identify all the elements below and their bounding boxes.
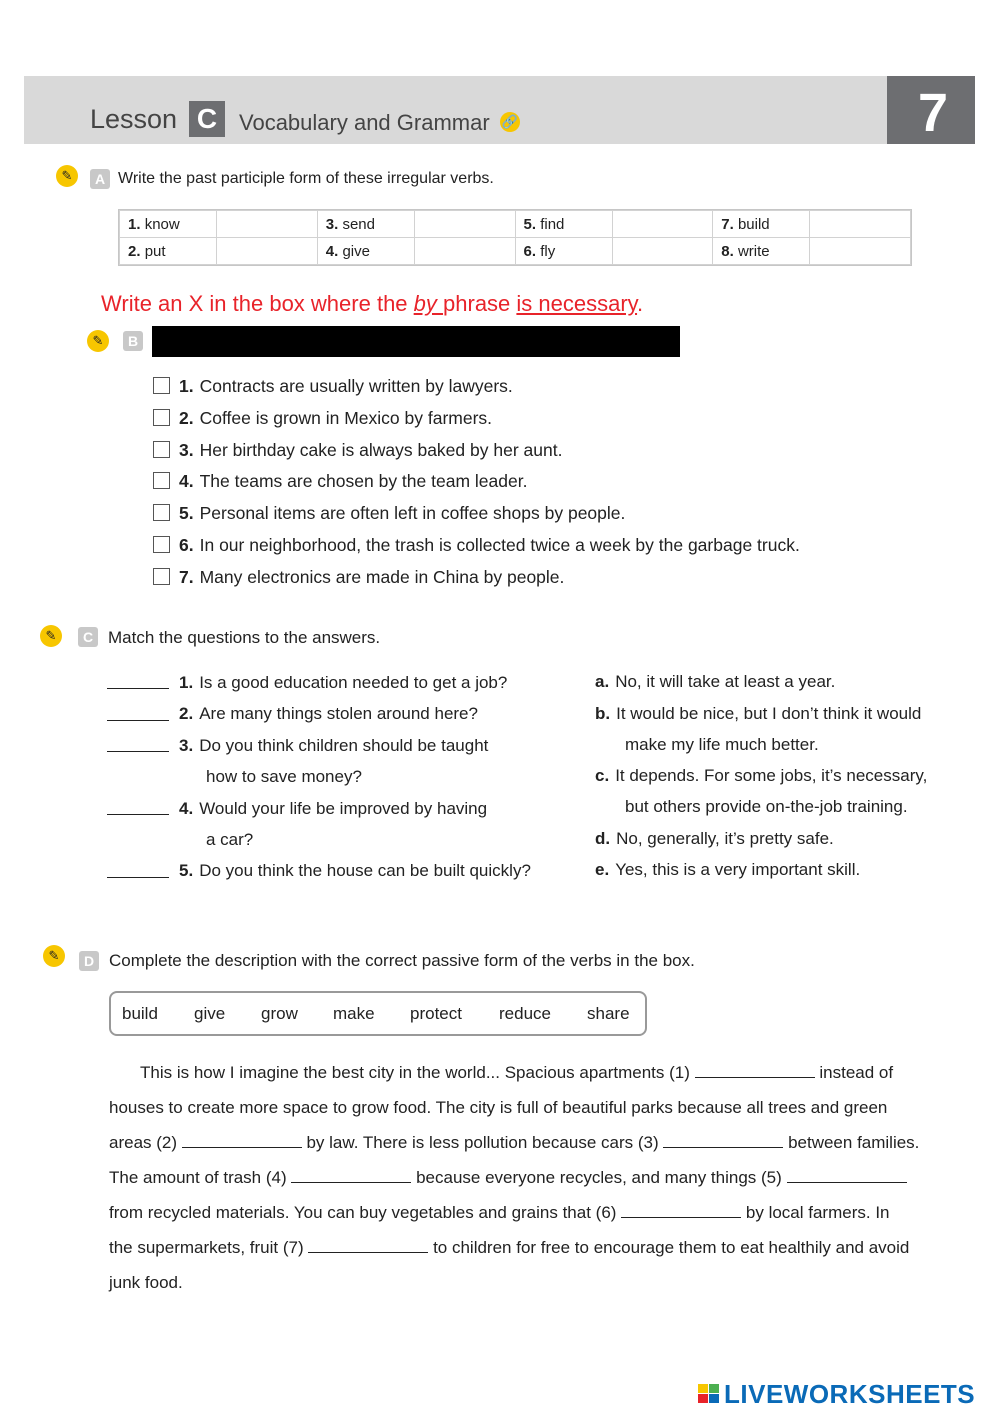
red-instruction: Write an X in the box where the by phrase is necessary. — [101, 291, 644, 316]
paragraph-line: from recycled materials. You can buy vegetables and grains that (6) by local farmers. In — [109, 1203, 890, 1222]
word-chip: protect — [410, 1004, 462, 1023]
checkbox[interactable] — [153, 409, 170, 426]
lesson-letter-badge: C — [189, 101, 225, 137]
answer-item: e. Yes, this is a very important skill. — [595, 860, 861, 879]
answer-continuation: make my life much better. — [625, 735, 819, 754]
answer-input[interactable] — [217, 211, 318, 238]
section-c-instruction: Match the questions to the answers. — [108, 628, 381, 647]
checkbox[interactable] — [153, 568, 170, 585]
list-item: 3. Her birthday cake is always baked by her aunt. — [153, 440, 562, 461]
question-item: 1. Is a good education needed to get a job? — [179, 673, 508, 692]
section-d-letter: D — [79, 951, 99, 971]
blank-1[interactable] — [695, 1063, 815, 1078]
unit-label: Unit — [912, 68, 930, 78]
paragraph-line: the supermarkets, fruit (7) to children for free to encourage them to eat healthily and avoid — [109, 1238, 910, 1257]
list-item: 6. In our neighborhood, the trash is collected twice a week by the garbage truck. — [153, 535, 800, 556]
checkbox[interactable] — [153, 441, 170, 458]
paragraph-line: areas (2) by law. There is less pollution because cars (3) between families. — [109, 1133, 920, 1152]
blank-7[interactable] — [308, 1238, 428, 1253]
answer-item: a. No, it will take at least a year. — [595, 672, 836, 691]
answer-input[interactable] — [810, 211, 911, 238]
list-item: 5. Personal items are often left in coffee shops by people. — [153, 503, 625, 524]
blank-2[interactable] — [182, 1133, 302, 1148]
lesson-title: Vocabulary and Grammar — [239, 110, 490, 135]
checkbox[interactable] — [153, 472, 170, 489]
answer-input[interactable] — [217, 238, 318, 265]
word-chip: give — [194, 1004, 226, 1023]
pencil-icon: ✎ — [43, 945, 65, 967]
paragraph-line: The amount of trash (4) because everyone recycles, and many things (5) — [109, 1168, 907, 1188]
verb-cell: 5. find — [515, 211, 612, 238]
answer-input[interactable] — [612, 238, 713, 265]
redacted-instruction-bar — [152, 326, 680, 357]
answer-continuation: but others provide on-the-job training. — [625, 797, 908, 816]
question-continuation: a car? — [206, 830, 254, 849]
match-blank[interactable] — [107, 720, 169, 721]
checkbox[interactable] — [153, 504, 170, 521]
checkbox[interactable] — [153, 536, 170, 553]
blank-6[interactable] — [621, 1203, 741, 1218]
word-chip: build — [122, 1004, 158, 1023]
question-item: 2. Are many things stolen around here? — [179, 704, 478, 723]
match-blank[interactable] — [107, 877, 169, 878]
list-item: 7. Many electronics are made in China by people. — [153, 567, 564, 588]
list-item: 2. Coffee is grown in Mexico by farmers. — [153, 408, 492, 429]
link-icon: 🔗 — [500, 112, 520, 132]
verb-cell: 4. give — [317, 238, 414, 265]
match-blank[interactable] — [107, 814, 169, 815]
list-item: 1. Contracts are usually written by lawyers. — [153, 376, 513, 397]
section-a-letter: A — [90, 169, 110, 189]
answer-input[interactable] — [414, 211, 515, 238]
unit-number: 7 — [918, 83, 949, 143]
section-b-letter: B — [123, 331, 143, 351]
paragraph-line: junk food. — [109, 1273, 183, 1292]
match-blank[interactable] — [107, 688, 169, 689]
answer-item: d. No, generally, it’s pretty safe. — [595, 829, 834, 848]
verb-cell: 6. fly — [515, 238, 612, 265]
word-chip: grow — [261, 1004, 298, 1023]
blank-5[interactable] — [787, 1168, 907, 1183]
word-chip: make — [333, 1004, 375, 1023]
answer-item: b. It would be nice, but I don’t think it would — [595, 704, 922, 723]
answer-input[interactable] — [612, 211, 713, 238]
word-chip: share — [587, 1004, 630, 1023]
question-item: 3. Do you think children should be taught — [179, 736, 489, 755]
pencil-icon: ✎ — [56, 165, 78, 187]
section-d-instruction: Complete the description with the correct passive form of the verbs in the box. — [109, 951, 695, 970]
verb-cell: 3. send — [317, 211, 414, 238]
question-continuation: how to save money? — [206, 767, 362, 786]
verb-table — [118, 209, 912, 266]
paragraph-line: This is how I imagine the best city in the world... Spacious apartments (1) instead of — [140, 1063, 894, 1082]
verb-cell: 1. know — [120, 211, 217, 238]
paragraph-line: houses to create more space to grow food. The city is full of beautiful parks because all trees and green — [109, 1098, 888, 1117]
verb-cell: 2. put — [120, 238, 217, 265]
verb-cell: 7. build — [713, 211, 810, 238]
checkbox[interactable] — [153, 377, 170, 394]
section-c-letter: C — [78, 627, 98, 647]
table-row — [120, 211, 911, 238]
list-item: 4. The teams are chosen by the team leader. — [153, 471, 527, 492]
answer-input[interactable] — [810, 238, 911, 265]
table-row — [120, 238, 911, 265]
section-a-instruction: Write the past participle form of these irregular verbs. — [118, 170, 494, 187]
question-item: 4. Would your life be improved by having — [179, 799, 488, 818]
answer-input[interactable] — [414, 238, 515, 265]
liveworksheets-logo: LIVEWORKSHEETS — [724, 1379, 976, 1409]
word-box — [109, 991, 647, 1036]
pencil-icon: ✎ — [87, 330, 109, 352]
verb-cell: 8. write — [713, 238, 810, 265]
liveworksheets-logo-icon — [698, 1384, 720, 1404]
word-chip: reduce — [499, 1004, 551, 1023]
answer-item: c. It depends. For some jobs, it’s necessary, — [595, 766, 928, 785]
blank-4[interactable] — [291, 1168, 411, 1183]
lesson-label: Lesson — [90, 104, 178, 134]
blank-3[interactable] — [663, 1133, 783, 1148]
match-blank[interactable] — [107, 751, 169, 752]
question-item: 5. Do you think the house can be built quickly? — [179, 861, 531, 880]
pencil-icon: ✎ — [40, 625, 62, 647]
